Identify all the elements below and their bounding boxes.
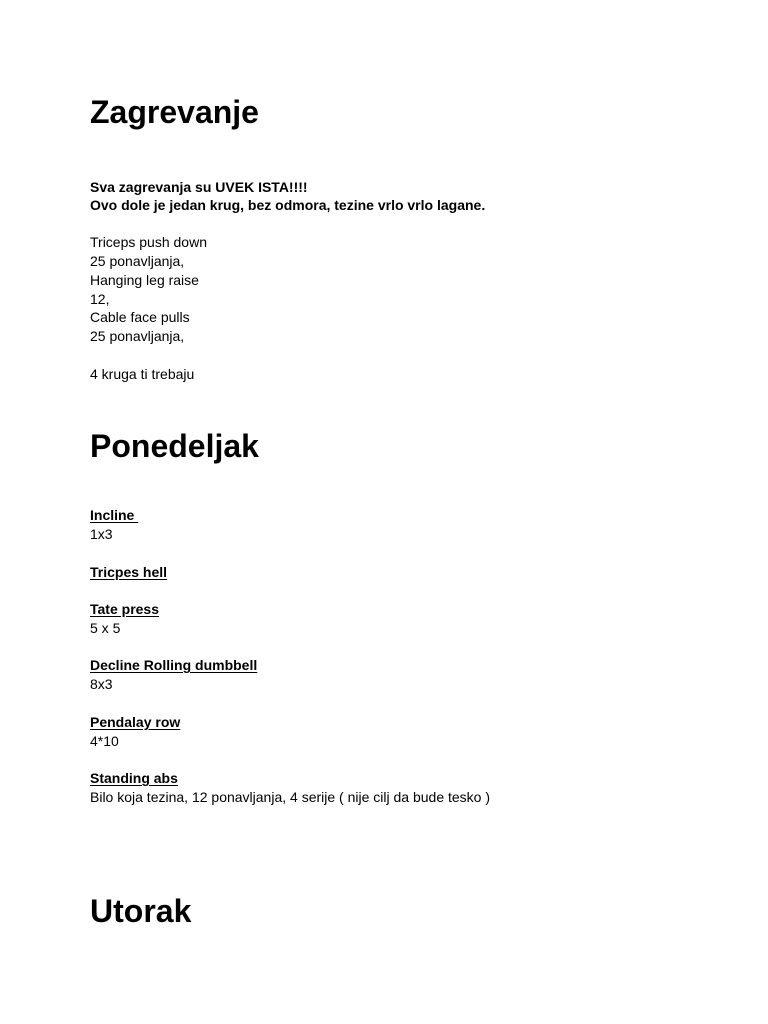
exercise-name: Standing abs (90, 770, 178, 786)
warmup-note-line-1: Sva zagrevanja su UVEK ISTA!!!! (90, 179, 308, 195)
exercise-name: Tate press (90, 601, 159, 617)
exercise-detail: 5 x 5 (90, 620, 121, 636)
warmup-line: 25 ponavljanja, (90, 328, 185, 344)
warmup-rounds: 4 kruga ti trebaju (90, 366, 195, 382)
warmup-line: 12, (90, 291, 110, 307)
exercise-name: Tricpes hell (90, 564, 168, 580)
exercise-detail: 8x3 (90, 676, 113, 692)
warmup-line: Triceps push down (90, 234, 207, 250)
exercise-name: Pendalay row (90, 714, 181, 730)
exercise-detail: 1x3 (90, 526, 113, 542)
exercise-detail: Bilo koja tezina, 12 ponavljanja, 4 serije ( nije cilj da bude tesko ) (90, 789, 491, 805)
exercise-name: Incline (90, 507, 139, 523)
section-heading-utorak: Utorak (90, 893, 192, 929)
warmup-line: Cable face pulls (90, 309, 190, 325)
warmup-line: Hanging leg raise (90, 272, 199, 288)
section-heading-ponedeljak: Ponedeljak (90, 428, 259, 464)
warmup-line: 25 ponavljanja, (90, 253, 185, 269)
exercise-detail: 4*10 (90, 733, 119, 749)
section-heading-zagrevanje: Zagrevanje (90, 94, 259, 130)
warmup-note-line-2: Ovo dole je jedan krug, bez odmora, tezine vrlo vrlo lagane. (90, 197, 486, 213)
exercise-name: Decline Rolling dumbbell (90, 657, 258, 673)
